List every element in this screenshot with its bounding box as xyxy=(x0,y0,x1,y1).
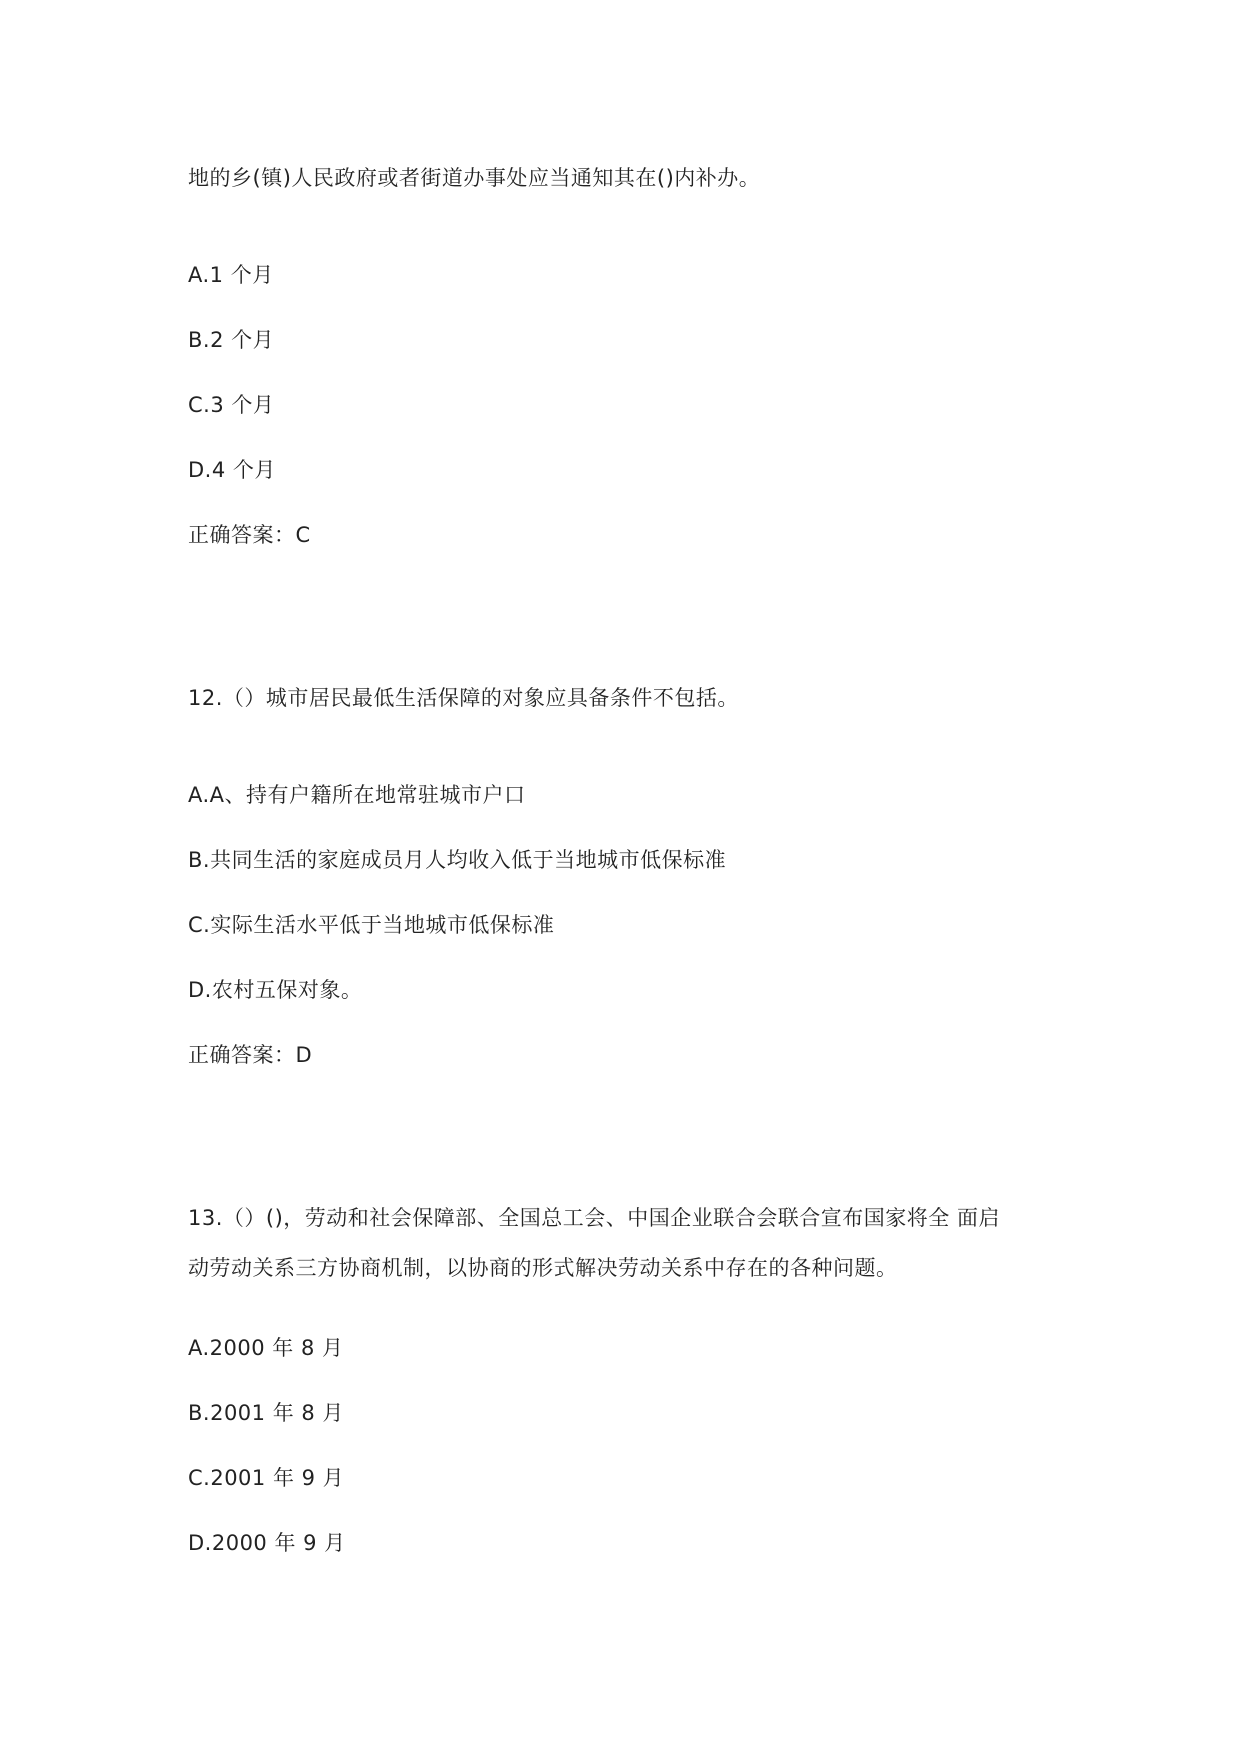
q12-option-c: C.实际生活水平低于当地城市低保标准 xyxy=(188,913,555,937)
q11-option-d: D.4 个月 xyxy=(188,458,276,482)
q11-stem-tail: 地的乡(镇)人民政府或者街道办事处应当通知其在()内补办。 xyxy=(188,166,761,190)
q12-option-a: A.A、持有户籍所在地常驻城市户口 xyxy=(188,783,526,807)
q12-answer: 正确答案：D xyxy=(188,1043,313,1067)
q12-stem: 12.（）城市居民最低生活保障的对象应具备条件不包括。 xyxy=(188,686,739,710)
q11-option-b: B.2 个月 xyxy=(188,328,275,352)
q12-option-b: B.共同生活的家庭成员月人均收入低于当地城市低保标准 xyxy=(188,848,727,872)
q13-option-c: C.2001 年 9 月 xyxy=(188,1466,345,1490)
q13-stem-line-1: 13.（）()，劳动和社会保障部、全国总工会、中国企业联合会联合宣布国家将全 面启 xyxy=(188,1206,1000,1230)
q13-option-a: A.2000 年 8 月 xyxy=(188,1336,344,1360)
q13-option-b: B.2001 年 8 月 xyxy=(188,1401,344,1425)
q11-answer: 正确答案：C xyxy=(188,523,311,547)
q13-stem-line-2: 动劳动关系三方协商机制，以协商的形式解决劳动关系中存在的各种问题。 xyxy=(188,1256,898,1280)
q11-option-a: A.1 个月 xyxy=(188,263,274,287)
q11-option-c: C.3 个月 xyxy=(188,393,275,417)
q13-option-d: D.2000 年 9 月 xyxy=(188,1531,346,1555)
q12-option-d: D.农村五保对象。 xyxy=(188,978,363,1002)
